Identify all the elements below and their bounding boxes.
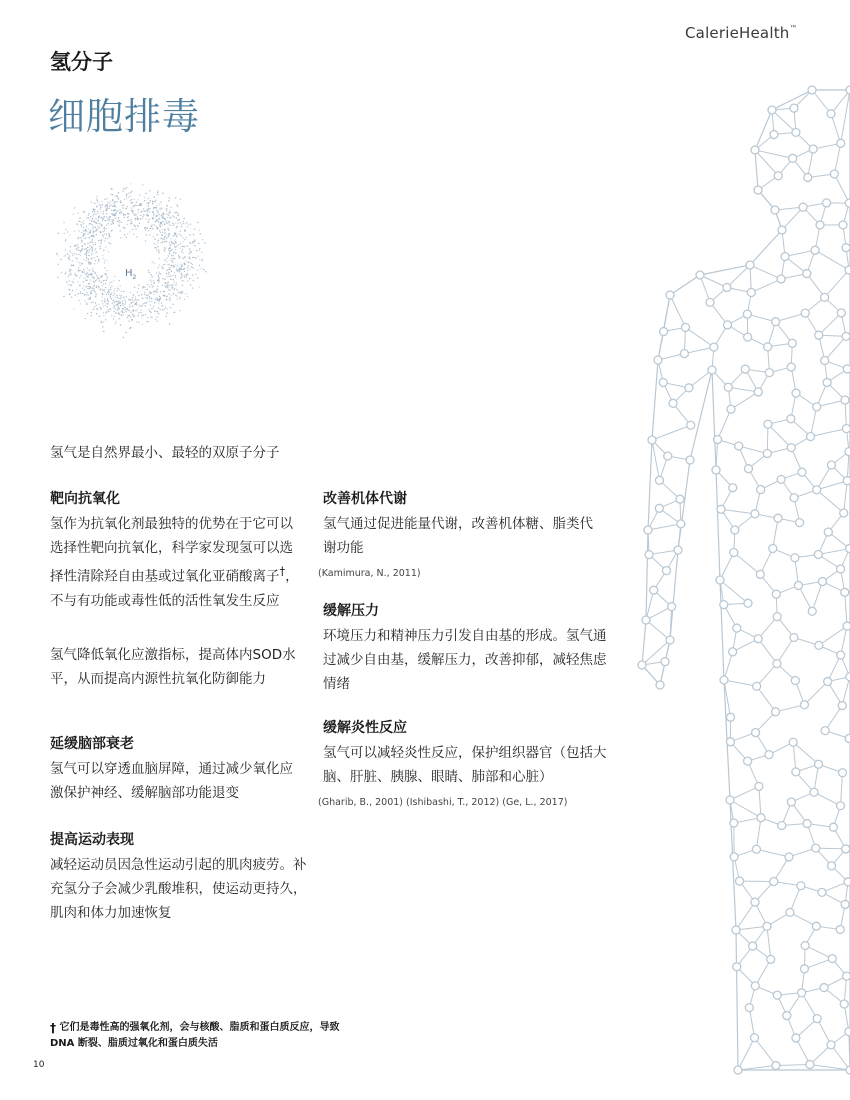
dagger-mark: † xyxy=(279,565,286,578)
citation: (Kamimura, N., 2011) xyxy=(318,568,421,579)
footnote-text: 它们是毒性高的强氧化剂，会与核酸、脂质和蛋白质反应，导致 DNA 断裂、脂质过氧化和蛋白质失活 xyxy=(50,1022,340,1049)
section-metabolism xyxy=(323,488,598,560)
section-heading: 延缓脑部衰老 xyxy=(50,736,134,752)
h2-label: $H_2$ xyxy=(125,268,137,281)
brand-name: CalerieHealth xyxy=(685,24,790,42)
footnote xyxy=(50,1020,340,1052)
section-heading: 缓解炎性反应 xyxy=(323,720,407,736)
section-body: 减轻运动员因急性运动引起的肌肉疲劳。补充氢分子会减少乳酸堆积，使运动更持久，肌肉和体力加速恢复 xyxy=(50,857,307,921)
page-title: 细胞排毒 xyxy=(48,95,200,138)
section-body: 氢气降低氧化应激指标，提高体内SOD水平，从而提高内源性抗氧化防御能力 xyxy=(50,647,296,687)
section-body: 氢气可以减轻炎性反应，保护组织器官（包括大脑、肝脏、胰腺、眼睛、肺部和心脏） xyxy=(323,745,607,785)
page-kicker: 氢分子 xyxy=(50,50,113,74)
section-exercise-performance xyxy=(50,829,310,925)
brand-logo xyxy=(685,24,798,42)
section-targeted-antioxidant-para2 xyxy=(50,643,300,691)
citation: (Gharib, B., 2001) (Ishibashi, T., 2012) (Ge, L., 2017) xyxy=(318,797,568,808)
hydrogen-molecule-illustration xyxy=(45,172,217,344)
section-stress-relief xyxy=(323,600,608,696)
section-inflammation xyxy=(323,717,613,789)
dagger-mark: † xyxy=(50,1021,56,1035)
trademark-symbol: ™ xyxy=(789,24,798,33)
section-body: 氢气可以穿透血脑屏障，通过减少氧化应激保护神经、缓解脑部功能退变 xyxy=(50,761,293,801)
section-body: 氢气通过促进能量代谢，改善机体糖、脂类代谢功能 xyxy=(323,516,593,556)
human-figure-network-illustration xyxy=(632,80,850,1080)
section-heading: 缓解压力 xyxy=(323,603,379,619)
intro-text: 氢气是自然界最小、最轻的双原子分子 xyxy=(50,445,280,461)
section-heading: 靶向抗氧化 xyxy=(50,491,120,507)
section-brain-aging xyxy=(50,733,300,805)
section-body: 氢作为抗氧化剂最独特的优势在于它可以选择性靶向抗氧化，科学家发现氢可以选择性清除羟自由基或过氧化亚硝酸离子†，不与有功能或毒性低的活性氧发生反应 xyxy=(50,516,299,609)
section-body: 环境压力和精神压力引发自由基的形成。氢气通过减少自由基，缓解压力，改善抑郁，减轻焦虑情绪 xyxy=(323,628,607,692)
section-heading: 提高运动表现 xyxy=(50,832,134,848)
section-heading: 改善机体代谢 xyxy=(323,491,407,507)
page-number: 10 xyxy=(33,1060,45,1070)
section-targeted-antioxidant xyxy=(50,488,300,613)
